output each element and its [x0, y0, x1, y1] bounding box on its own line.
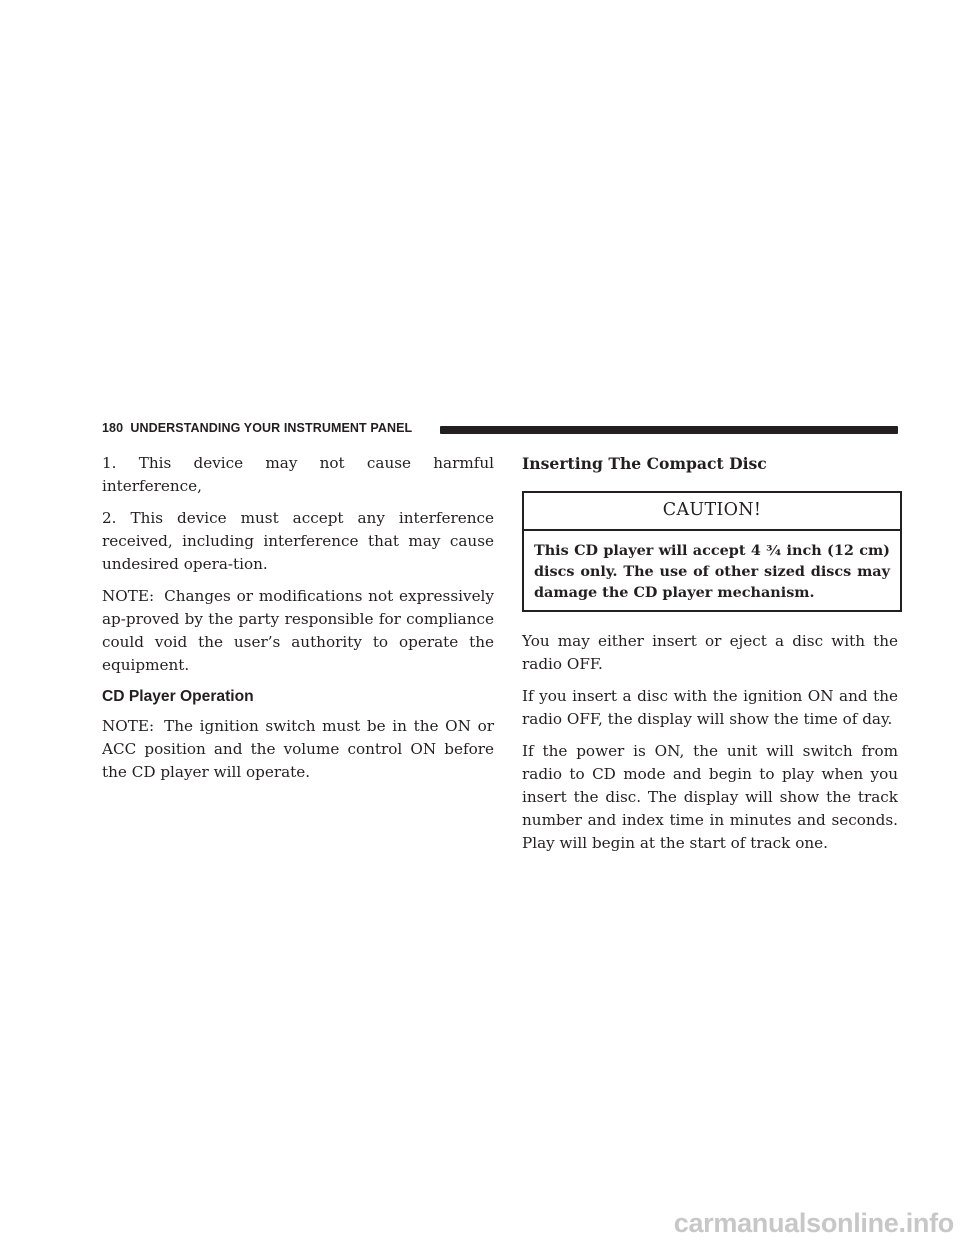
note-modifications: [102, 585, 494, 677]
note-ignition: [102, 715, 494, 784]
paragraph-time-of-day: If you insert a disc with the ignition ON and the radio OFF, the display will show the time of day.: [522, 687, 898, 728]
caution-title: CAUTION!: [662, 500, 762, 520]
paragraph-power-on: If the power is ON, the unit will switch from radio to CD mode and begin to play when you insert the disc. The display will show the track number and index time in minutes and seconds. Play will begin at the start of track one.: [522, 742, 898, 852]
note-label: NOTE:: [102, 587, 155, 605]
page-header: [102, 420, 898, 438]
caution-text: This CD player will accept 4 ¾ inch (12 cm) discs only. The use of other sized discs may damage the CD player mechanism.: [534, 542, 890, 601]
section-heading-cd-player: CD Player Operation: [102, 688, 254, 705]
section-heading-inserting-disc: Inserting The Compact Disc: [522, 454, 767, 473]
watermark-link[interactable]: carmanualsonline.info: [673, 1208, 954, 1238]
left-column: [102, 452, 494, 793]
right-column: [522, 452, 898, 864]
header-rule: [440, 426, 898, 434]
note-text: The ignition switch must be in the ON or ACC position and the volume control ON before the CD player will operate.: [102, 717, 494, 781]
list-item-1: 1. This device may not cause harmful interference,: [102, 454, 494, 495]
section-title: UNDERSTANDING YOUR INSTRUMENT PANEL: [130, 421, 413, 435]
header-text: [102, 421, 412, 435]
page-number: 180: [102, 421, 124, 435]
note-text: Changes or modifications not expressively ap-proved by the party responsible for compliance could void the user’s authority to operate the equipment.: [102, 587, 494, 674]
note-label: NOTE:: [102, 717, 155, 735]
paragraph-insert-eject: You may either insert or eject a disc with the radio OFF.: [522, 632, 898, 673]
caution-box: [522, 491, 902, 612]
list-item-2: 2. This device must accept any interference received, including interference that may cause undesired opera-tion.: [102, 509, 494, 573]
caution-divider: [524, 529, 900, 531]
